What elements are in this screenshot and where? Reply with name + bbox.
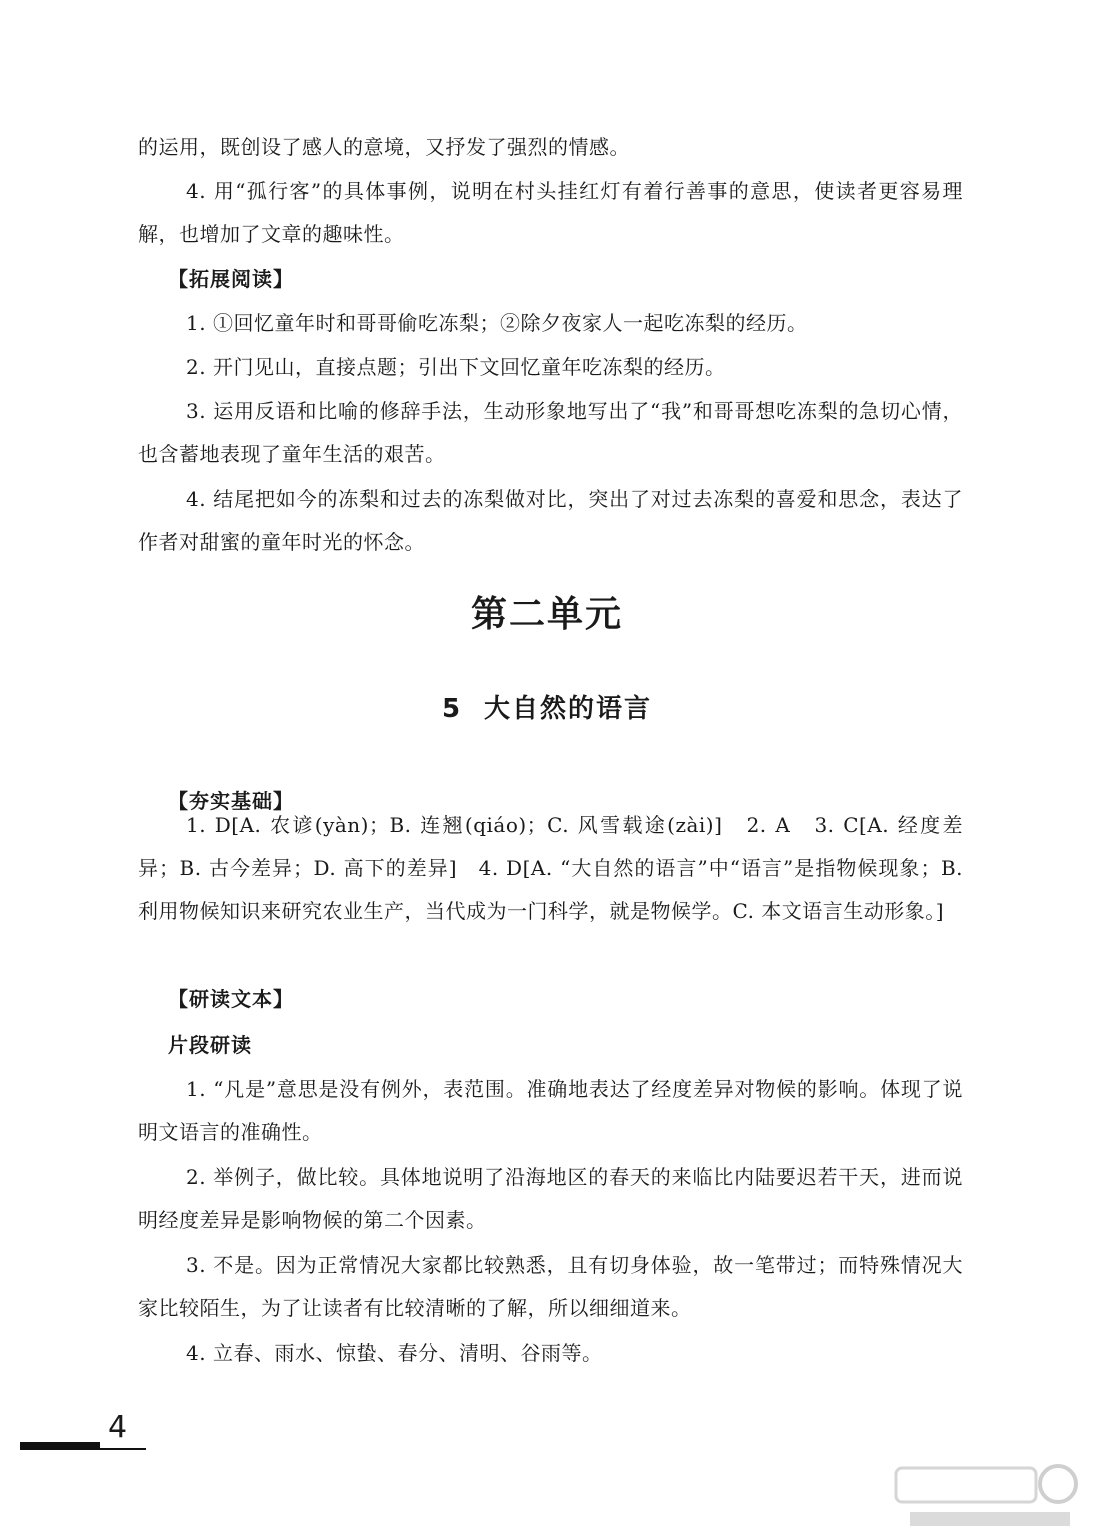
paragraph-yandu-1: 1. “凡是”意思是没有例外，表范围。准确地表达了经度差异对物候的影响。体现了说明文语言的准确性。 xyxy=(138,1077,963,1144)
lesson-title: 大自然的语言 xyxy=(484,694,653,724)
paragraph-continued: 的运用，既创设了感人的意境，又抒发了强烈的情感。 xyxy=(138,135,630,159)
paragraph-tuozhan-4: 4. 结尾把如今的冻梨和过去的冻梨做对比，突出了对过去冻梨的喜爱和思念，表达了作者对甜蜜的童年时光的怀念。 xyxy=(138,487,963,554)
paragraph-yandu-3: 3. 不是。因为正常情况大家都比较熟悉，且有切身体验，故一笔带过；而特殊情况大家比较陌生，为了让读者有比较清晰的了解，所以细细道来。 xyxy=(138,1253,963,1320)
paragraph-tuozhan-2: 2. 开门见山，直接点题；引出下文回忆童年吃冻梨的经历。 xyxy=(186,355,726,379)
section-label-yandu: 【研读文本】 xyxy=(168,987,294,1011)
paragraph-tuozhan-3: 3. 运用反语和比喻的修辞手法，生动形象地写出了“我”和哥哥想吃冻梨的急切心情，也含蓄地表现了童年生活的艰苦。 xyxy=(138,399,963,466)
watermark-strip xyxy=(910,1512,1070,1526)
watermark-frame xyxy=(896,1468,1036,1502)
lesson-heading xyxy=(0,688,1094,725)
watermark-logo xyxy=(890,1462,1086,1532)
footer-rule xyxy=(100,1448,146,1450)
section-label-tuozhan: 【拓展阅读】 xyxy=(168,267,294,291)
paragraph-yandu-2: 2. 举例子，做比较。具体地说明了沿海地区的春天的来临比内陆要迟若干天，进而说明经度差异是影响物候的第二个因素。 xyxy=(138,1165,963,1232)
section-label-hangshi: 【夯实基础】 xyxy=(168,789,294,813)
lesson-number: 5 xyxy=(441,694,463,724)
footer-bar xyxy=(20,1442,100,1450)
page-number: 4 xyxy=(108,1410,128,1445)
paragraph-hangshi: 1. D[A. 农谚(yàn)；B. 连翘(qiáo)；C. 风雪载途(zài)] 2. A 3. C[A. 经度差异；B. 古今差异；D. 高下的差异] 4. D[A. “大自然的语言”中“语言”是指物候现象；B. 利用物候知识来研究农业生产，当代成为一门科学，就是物候学。C. 本文语言生动形象。] xyxy=(138,813,963,923)
unit-title: 第二单元 xyxy=(470,594,623,635)
paragraph-yandu-4: 4. 立春、雨水、惊蛰、春分、清明、谷雨等。 xyxy=(186,1341,603,1365)
paragraph-tuozhan-1: 1. ①回忆童年时和哥哥偷吃冻梨；②除夕夜家人一起吃冻梨的经历。 xyxy=(186,311,808,335)
paragraph-answer-4: 4. 用“孤行客”的具体事例，说明在村头挂红灯有着行善事的意思，使读者更容易理解，也增加了文章的趣味性。 xyxy=(138,179,963,246)
watermark-circle xyxy=(1040,1466,1076,1502)
subsection-label-pianduan: 片段研读 xyxy=(168,1033,252,1057)
